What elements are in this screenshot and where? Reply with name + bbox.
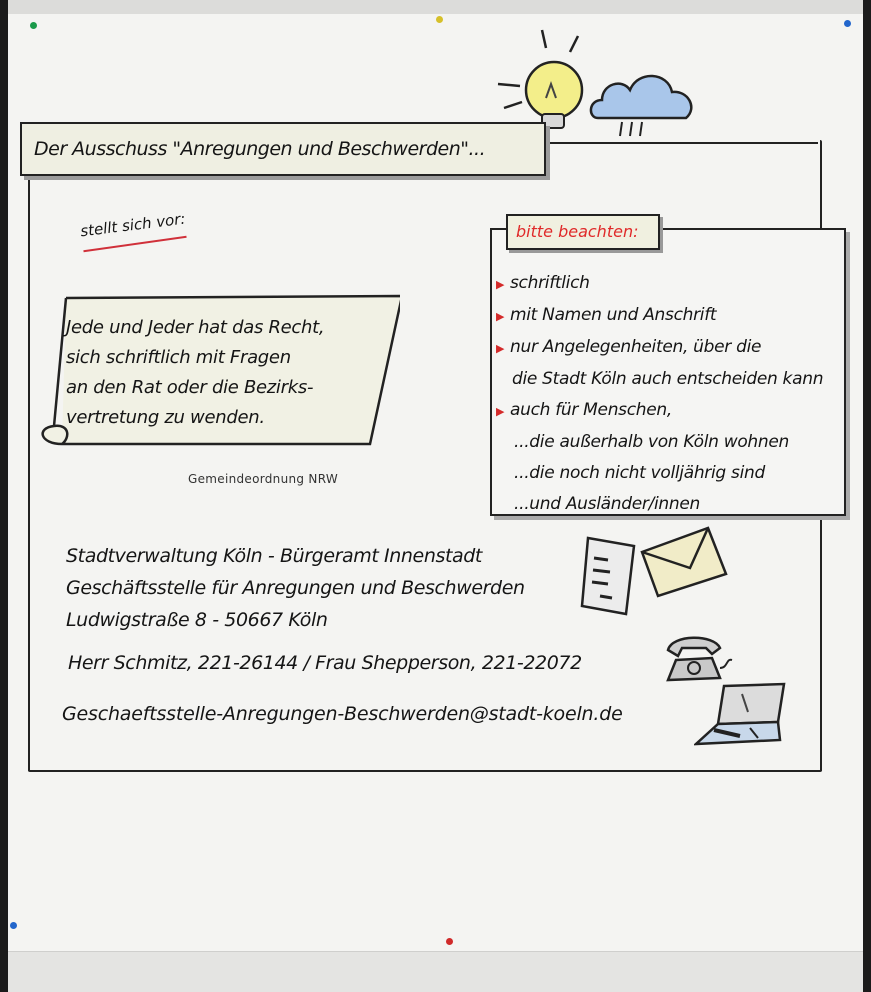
document-icon [580, 536, 640, 616]
list-item-text: schriftlich [510, 273, 590, 293]
list-item-text: nur Angelegenheiten, über die [510, 337, 762, 357]
paper-stack-edge [8, 951, 863, 992]
list-item-text: die Stadt Köln auch entscheiden kann [512, 369, 824, 389]
notice-list [496, 268, 846, 520]
scroll-line: sich schriftlich mit Fragen [66, 347, 291, 368]
scroll-text [66, 313, 386, 433]
page-title: Der Ausschuss "Anregungen und Beschwerden"... [34, 138, 486, 160]
blue-pin-bottom [10, 922, 17, 929]
list-item [496, 268, 846, 300]
address-line: Geschäftsstelle für Anregungen und Beschwerden [66, 577, 525, 599]
title-banner [20, 122, 546, 176]
yellow-pin [436, 16, 443, 23]
source-caption: Gemeindeordnung NRW [188, 472, 339, 486]
green-pin [30, 22, 37, 29]
bullet-triangle-icon: ▶ [496, 342, 505, 355]
contact-address [66, 540, 525, 636]
list-item [496, 458, 846, 489]
telephone-icon [662, 634, 734, 684]
red-pin [446, 938, 453, 945]
cloud-icon [588, 64, 700, 140]
scroll-line: vertretung zu wenden. [66, 407, 265, 428]
laptop-icon [694, 682, 790, 748]
notice-title: bitte beachten: [516, 222, 639, 241]
list-item [496, 395, 846, 427]
list-item [496, 300, 846, 332]
notice-title-banner [506, 214, 660, 250]
list-item [496, 364, 846, 395]
blue-pin-top [844, 20, 851, 27]
bullet-triangle-icon: ▶ [496, 310, 505, 323]
scroll-line: an den Rat oder die Bezirks- [66, 377, 314, 398]
list-item-text: mit Namen und Anschrift [510, 305, 717, 325]
address-line: Ludwigstraße 8 - 50667 Köln [66, 609, 328, 631]
scroll-line: Jede und Jeder hat das Recht, [66, 317, 325, 338]
list-item-text: ...und Ausländer/innen [514, 494, 701, 514]
bullet-triangle-icon: ▶ [496, 405, 505, 418]
bullet-triangle-icon: ▶ [496, 278, 505, 291]
frame-top-line [540, 142, 818, 144]
list-item-text: auch für Menschen, [510, 400, 672, 420]
subtitle: stellt sich vor: [79, 209, 187, 241]
address-line: Stadtverwaltung Köln - Bürgeramt Innenstadt [66, 545, 482, 567]
email-address[interactable]: Geschaeftsstelle-Anregungen-Beschwerden@stadt-koeln.de [62, 703, 623, 725]
envelope-icon [638, 524, 730, 600]
list-item-text: ...die noch nicht volljährig sind [514, 463, 765, 483]
list-item [496, 332, 846, 364]
list-item [496, 489, 846, 520]
list-item-text: ...die außerhalb von Köln wohnen [514, 432, 790, 452]
phone-numbers: Herr Schmitz, 221-26144 / Frau Shepperson, 221-22072 [68, 652, 582, 674]
list-item [496, 427, 846, 458]
